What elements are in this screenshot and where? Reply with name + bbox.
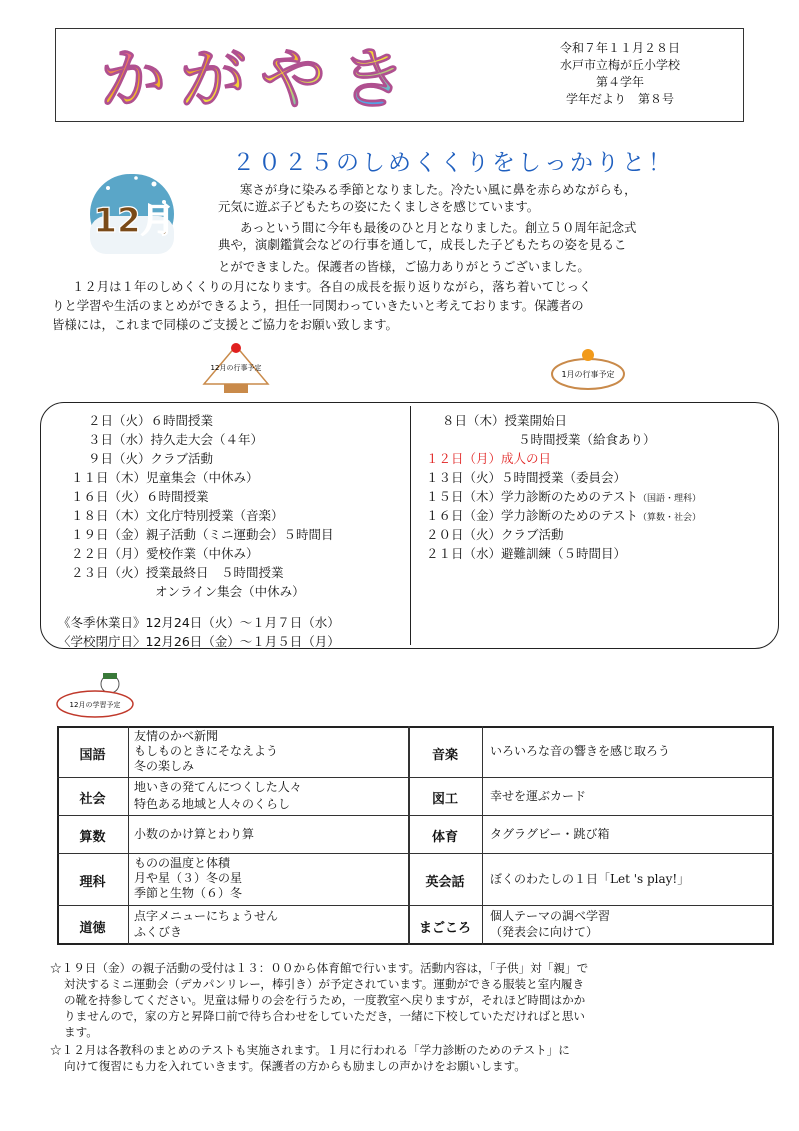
jan-event-subjects: （国語・理科） — [638, 494, 702, 504]
note-line: ☆１２月は各教科のまとめのテストも実施されます。１月に行われる「学力診断のためのテスト」に — [50, 1043, 570, 1057]
subject-topic: 季節と生物（６）冬 — [134, 886, 243, 900]
events-divider — [410, 406, 411, 645]
subject-topic: 点字メニューにちょうせん — [134, 909, 279, 923]
grade-label: 第４学年 — [595, 75, 644, 89]
subject-name: 社会 — [79, 792, 106, 807]
subject-topic: 個人テーマの調べ学習 — [490, 909, 611, 923]
subject-name: 図工 — [431, 792, 458, 807]
jan-event: ２１日（水）避難訓練（５時間目） — [426, 546, 627, 561]
dec-event: ３日（水）持久走大会（４年） — [88, 432, 264, 447]
subject-topic: 冬の楽しみ — [134, 759, 195, 773]
note-line: ます。 — [64, 1025, 98, 1039]
dec-events-label: 12月の行事予定 — [210, 364, 262, 372]
intro-line: とができました。保護者の皆様，ご協力ありがとうございました。 — [218, 259, 590, 274]
intro-line: 皆様には，これまで同様のご支援とご協力をお願い致します。 — [52, 317, 398, 332]
jan-event: １３日（火）５時間授業（委員会） — [426, 470, 627, 485]
jan-events-mochi-icon — [548, 346, 628, 392]
dec-event: ２日（火）６時間授業 — [88, 413, 214, 428]
subject-topic: 幸せを運ぶカード — [490, 789, 587, 803]
table-divider — [57, 853, 774, 854]
subject-name: 国語 — [79, 748, 106, 763]
subject-topic: 友情のかべ新聞 — [134, 729, 219, 743]
subject-topic: （発表会に向けて） — [490, 925, 599, 939]
school-closed: 〈学校閉庁日〉12月26日（金）～１月５日（月） — [58, 634, 340, 649]
intro-line: 元気に遊ぶ子どもたちの姿にたくましさを感じています。 — [218, 199, 540, 214]
table-divider — [57, 815, 774, 816]
dec-event: １８日（木）文化庁特別授業（音楽） — [71, 508, 284, 523]
subject-name: 理科 — [79, 875, 106, 890]
school-name: 水戸市立梅が丘小学校 — [559, 58, 680, 72]
subject-topic: タグラグビー・跳び箱 — [490, 827, 610, 841]
jan-event: ５時間授業（給食あり） — [518, 432, 656, 447]
dec-event: １９日（金）親子活動（ミニ運動会）５時間目 — [71, 527, 334, 542]
title-logo — [95, 40, 455, 120]
headline: ２０２５のしめくくりをしっかりと！ — [232, 150, 674, 176]
subject-topic: ぼくのわたしの１日「Let 's play!」 — [490, 872, 690, 886]
intro-line: りと学習や生活のまとめができるよう，担任一同関わっていきたいと考えております。保護者の — [52, 298, 584, 313]
issue-number: 学年だより 第８号 — [565, 92, 674, 106]
intro-line: １２月は１年のしめくくりの月になります。各自の成長を振り返りながら，落ち着いてじっく — [72, 279, 592, 294]
subject-topic: いろいろな音の響きを感じ取ろう — [490, 744, 671, 758]
study-plan-label: 12月の学習予定 — [69, 701, 121, 709]
note-line: の靴を持参してください。児童は帰りの会を行うため，一度教室へ戻りますが，それほど時間はかか — [64, 993, 586, 1007]
subject-topic: 小数のかけ算とわり算 — [134, 827, 255, 841]
jan-events-label: 1月の行事予定 — [561, 370, 615, 379]
subject-topic: ものの温度と体積 — [134, 856, 231, 870]
note-line: 対決するミニ運動会（デカパンリレー，棒引き）が予定されています。運動ができる服装と室内履き — [64, 977, 585, 991]
subject-name: 英会話 — [425, 875, 465, 890]
jan-event-text: １５日（木）学力診断のためのテスト — [426, 489, 639, 504]
subject-name: まごころ — [418, 921, 471, 936]
december-badge — [88, 160, 180, 256]
dec-event: ２２日（月）愛校作業（中休み） — [71, 546, 259, 561]
dec-event: オンライン集会（中休み） — [155, 584, 305, 599]
table-divider — [57, 777, 774, 778]
subject-name: 道徳 — [79, 921, 106, 936]
subject-name: 音楽 — [431, 748, 458, 763]
issue-date: 令和７年１１月２８日 — [559, 41, 680, 55]
title-text: かがやき — [100, 41, 420, 118]
table-divider — [128, 726, 129, 945]
winter-holiday: 《冬季休業日》12月24日（火）～１月７日（水） — [58, 615, 340, 630]
note-line: りませんので，家の方と昇降口前で待ち合わせをしていただき，一緒に下校していただければと思い — [64, 1009, 586, 1023]
subject-topic: 特色ある地域と人々のくらし — [134, 797, 291, 811]
badge-text: 12月 — [93, 201, 175, 241]
intro-line: あっという間に今年も最後のひと月となりました。創立５０周年記念式 — [240, 220, 637, 235]
jan-event-subjects: （算数・社会） — [638, 513, 702, 523]
table-divider — [57, 905, 774, 906]
dec-event: １６日（火）６時間授業 — [71, 489, 209, 504]
subject-topic: ふくびき — [134, 925, 183, 939]
dec-events-tree-icon — [196, 340, 276, 396]
table-divider — [482, 726, 483, 945]
note-line: 向けて復習にも力を入れていきます。保護者の方からも励ましの声かけをお願いします。 — [64, 1059, 526, 1073]
study-plan-snowman-icon — [50, 670, 140, 720]
subject-topic: 地いきの発てんにつくした人々 — [134, 780, 302, 794]
dec-event: ９日（火）クラブ活動 — [88, 451, 214, 466]
note-line: ☆１９日（金）の親子活動の受付は１３：００から体育館で行います。活動内容は，「子供」対「親」で — [50, 961, 589, 975]
intro-line: 典や，演劇鑑賞会などの行事を通して，成長した子どもたちの姿を見るこ — [218, 237, 627, 252]
dec-event: ２３日（火）授業最終日 ５時間授業 — [71, 565, 284, 580]
dec-event: １１日（木）児童集会（中休み） — [71, 470, 259, 485]
subject-topic: もしものときにそなえよう — [134, 744, 279, 758]
jan-event: ２０日（火）クラブ活動 — [426, 527, 564, 542]
jan-event-text: １６日（金）学力診断のためのテスト — [426, 508, 639, 523]
jan-event: ８日（木）授業開始日 — [442, 413, 568, 428]
subject-name: 算数 — [79, 830, 106, 845]
subject-name: 体育 — [431, 830, 458, 845]
subject-topic: 月や星（３）冬の星 — [134, 871, 243, 885]
intro-line: 寒さが身に染みる季節となりました。冷たい風に鼻を赤らめながらも， — [240, 182, 637, 197]
jan-event-holiday: １２日（月）成人の日 — [426, 451, 552, 466]
